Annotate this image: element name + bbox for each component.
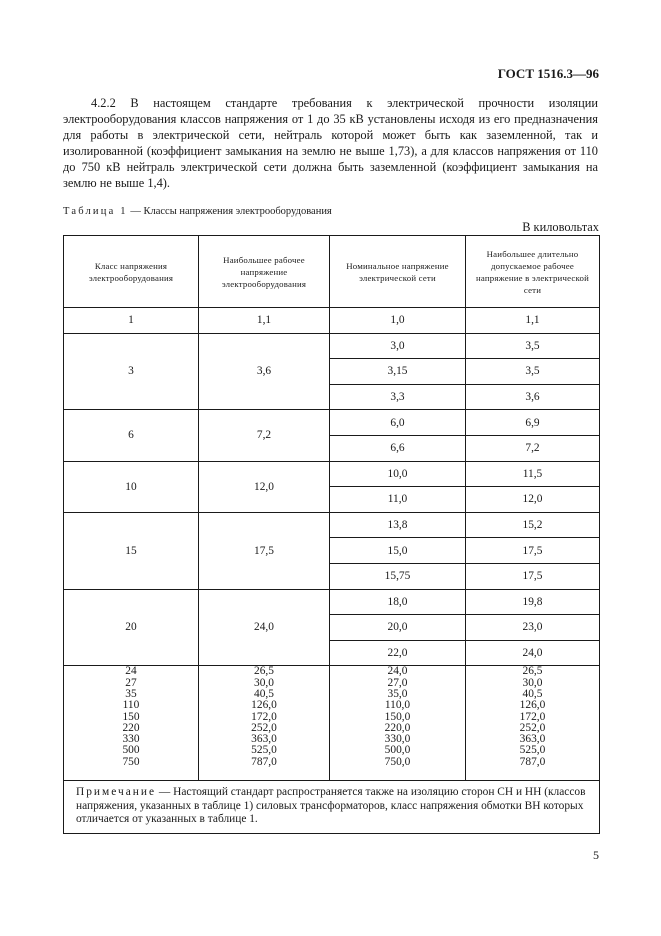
combined-value: 525,0: [251, 744, 277, 757]
table-caption-label: Таблица 1: [63, 206, 128, 217]
combined-value: 27,0: [387, 676, 408, 689]
combined-value: 787,0: [251, 755, 277, 768]
nominal-voltage-cell: 3,15: [330, 359, 466, 385]
combined-value: 252,0: [251, 721, 277, 734]
table-caption-text: — Классы напряжения электрооборудования: [127, 206, 332, 217]
combined-value: 110,0: [384, 699, 411, 712]
combined-value: 150: [122, 710, 140, 723]
combined-value: 30,0: [522, 676, 543, 689]
voltage-class-cell: 20: [64, 589, 199, 666]
combined-value: 172,0: [251, 710, 277, 723]
nominal-voltage-cell: 3,3: [330, 384, 466, 410]
voltage-class-cell: 15: [64, 512, 199, 589]
voltage-class-cell: 3: [64, 333, 199, 410]
max-continuous-voltage-cell: 6,9: [466, 410, 600, 436]
max-continuous-voltage-cell: 3,5: [466, 359, 600, 385]
combined-value: 330: [122, 733, 140, 746]
max-continuous-voltage-cell: 24,0: [466, 640, 600, 666]
combined-value: 172,0: [519, 710, 546, 723]
voltage-class-cell: 6: [64, 410, 199, 461]
max-operating-voltage-cell: 3,6: [199, 333, 330, 410]
max-continuous-voltage-cell: 11,5: [466, 461, 600, 487]
paragraph-4-2-2: 4.2.2 В настоящем стандарте требования к электрической прочности изоляции электрооборудования классов напряжения от 1 до 35 кВ установлены исходя из его предназначения для работы в электрической сети, нейтраль которой может быть как заземленной, так и изолированной (коэффициент замыкания на землю не выше 1,73), а для классов напряжения от 110 до 750 кВ нейтраль электрической сети должна быть заземленной (коэффициент замыкания на землю не выше 1,4).: [63, 96, 598, 190]
combined-value: 126,0: [519, 699, 546, 712]
max-continuous-voltage-cell: 17,5: [466, 563, 600, 589]
max-continuous-voltage-cell: 23,0: [466, 615, 600, 641]
combined-value: 750: [122, 755, 140, 768]
combined-value: 110: [122, 699, 140, 712]
max-operating-voltage-cell: 24,0: [199, 589, 330, 666]
combined-value: 500,0: [384, 744, 411, 757]
table-note-cell: [64, 781, 600, 834]
max-operating-voltage-cell: 17,5: [199, 512, 330, 589]
max-continuous-voltage-cell: 17,5: [466, 538, 600, 564]
nominal-voltage-cell: 6,0: [330, 410, 466, 436]
combined-value: 126,0: [251, 699, 277, 712]
combined-value: 252,0: [519, 721, 546, 734]
table-row: [64, 308, 600, 334]
page-number: 5: [593, 848, 599, 862]
nominal-voltage-cell: 11,0: [330, 487, 466, 513]
table-combined-row: [64, 666, 600, 781]
table-caption: [63, 206, 332, 217]
column-header-1: Класс напряжения электрооборудования: [64, 236, 199, 308]
column-header-3: Номинальное напряжение электрической сети: [330, 236, 466, 308]
table-header-row: [64, 236, 600, 308]
max-continuous-voltage-cell: 7,2: [466, 435, 600, 461]
combined-value: 750,0: [384, 755, 411, 768]
nominal-voltage-cell: 1,0: [330, 308, 466, 334]
combined-value: 363,0: [251, 733, 277, 746]
table-row: [64, 410, 600, 436]
nominal-voltage-cell: 20,0: [330, 615, 466, 641]
voltage-class-cell: 10: [64, 461, 199, 512]
combined-cell-long: [466, 666, 600, 781]
combined-value: 363,0: [519, 733, 546, 746]
max-continuous-voltage-cell: 19,8: [466, 589, 600, 615]
table-units: В киловольтах: [522, 220, 599, 234]
nominal-voltage-cell: 15,75: [330, 563, 466, 589]
max-continuous-voltage-cell: 12,0: [466, 487, 600, 513]
table-body: [64, 236, 600, 834]
combined-value: 40,5: [254, 687, 274, 700]
combined-value: 500: [122, 744, 140, 757]
table-row: [64, 589, 600, 615]
voltage-class-cell: 1: [64, 308, 199, 334]
combined-value: 27: [125, 676, 137, 689]
table-row: [64, 461, 600, 487]
combined-value: 150,0: [384, 710, 411, 723]
max-operating-voltage-cell: 1,1: [199, 308, 330, 334]
note-text: — Настоящий стандарт распространяется также на изоляцию сторон СН и НН (классов напряжения, указанных в таблице 1) силовых трансформаторов, класс напряжения обмотки ВН которых отличается от указанных в таблице 1.: [76, 786, 586, 826]
combined-value: 24: [125, 665, 137, 678]
nominal-voltage-cell: 15,0: [330, 538, 466, 564]
document-code: ГОСТ 1516.3—96: [497, 66, 599, 81]
combined-value: 220,0: [384, 721, 411, 734]
nominal-voltage-cell: 13,8: [330, 512, 466, 538]
combined-value: 30,0: [254, 676, 274, 689]
combined-value: 330,0: [384, 733, 411, 746]
max-continuous-voltage-cell: 3,5: [466, 333, 600, 359]
combined-cell-nom: [330, 666, 466, 781]
column-header-2: Наибольшее рабочее напряжение электрооборудования: [199, 236, 330, 308]
combined-value: 24,0: [387, 665, 408, 678]
combined-value: 525,0: [519, 744, 546, 757]
combined-value: 35: [125, 687, 137, 700]
max-continuous-voltage-cell: 3,6: [466, 384, 600, 410]
table-row: [64, 512, 600, 538]
combined-value: 40,5: [522, 687, 543, 700]
table-row: [64, 333, 600, 359]
combined-cell-max: [199, 666, 330, 781]
nominal-voltage-cell: 6,6: [330, 435, 466, 461]
max-continuous-voltage-cell: 1,1: [466, 308, 600, 334]
column-header-4: Наибольшее длительно допускаемое рабочее напряжение в электрической сети: [466, 236, 600, 308]
voltage-class-table: [63, 235, 600, 834]
note-label: Примечание: [76, 786, 157, 799]
combined-value: 26,5: [522, 665, 543, 678]
nominal-voltage-cell: 3,0: [330, 333, 466, 359]
table-note-row: [64, 781, 600, 834]
max-operating-voltage-cell: 12,0: [199, 461, 330, 512]
nominal-voltage-cell: 18,0: [330, 589, 466, 615]
combined-value: 35,0: [387, 687, 408, 700]
combined-value: 787,0: [519, 755, 546, 768]
max-continuous-voltage-cell: 15,2: [466, 512, 600, 538]
combined-cell-cls: [64, 666, 199, 781]
nominal-voltage-cell: 22,0: [330, 640, 466, 666]
nominal-voltage-cell: 10,0: [330, 461, 466, 487]
max-operating-voltage-cell: 7,2: [199, 410, 330, 461]
combined-value: 220: [122, 721, 140, 734]
combined-value: 26,5: [254, 665, 274, 678]
